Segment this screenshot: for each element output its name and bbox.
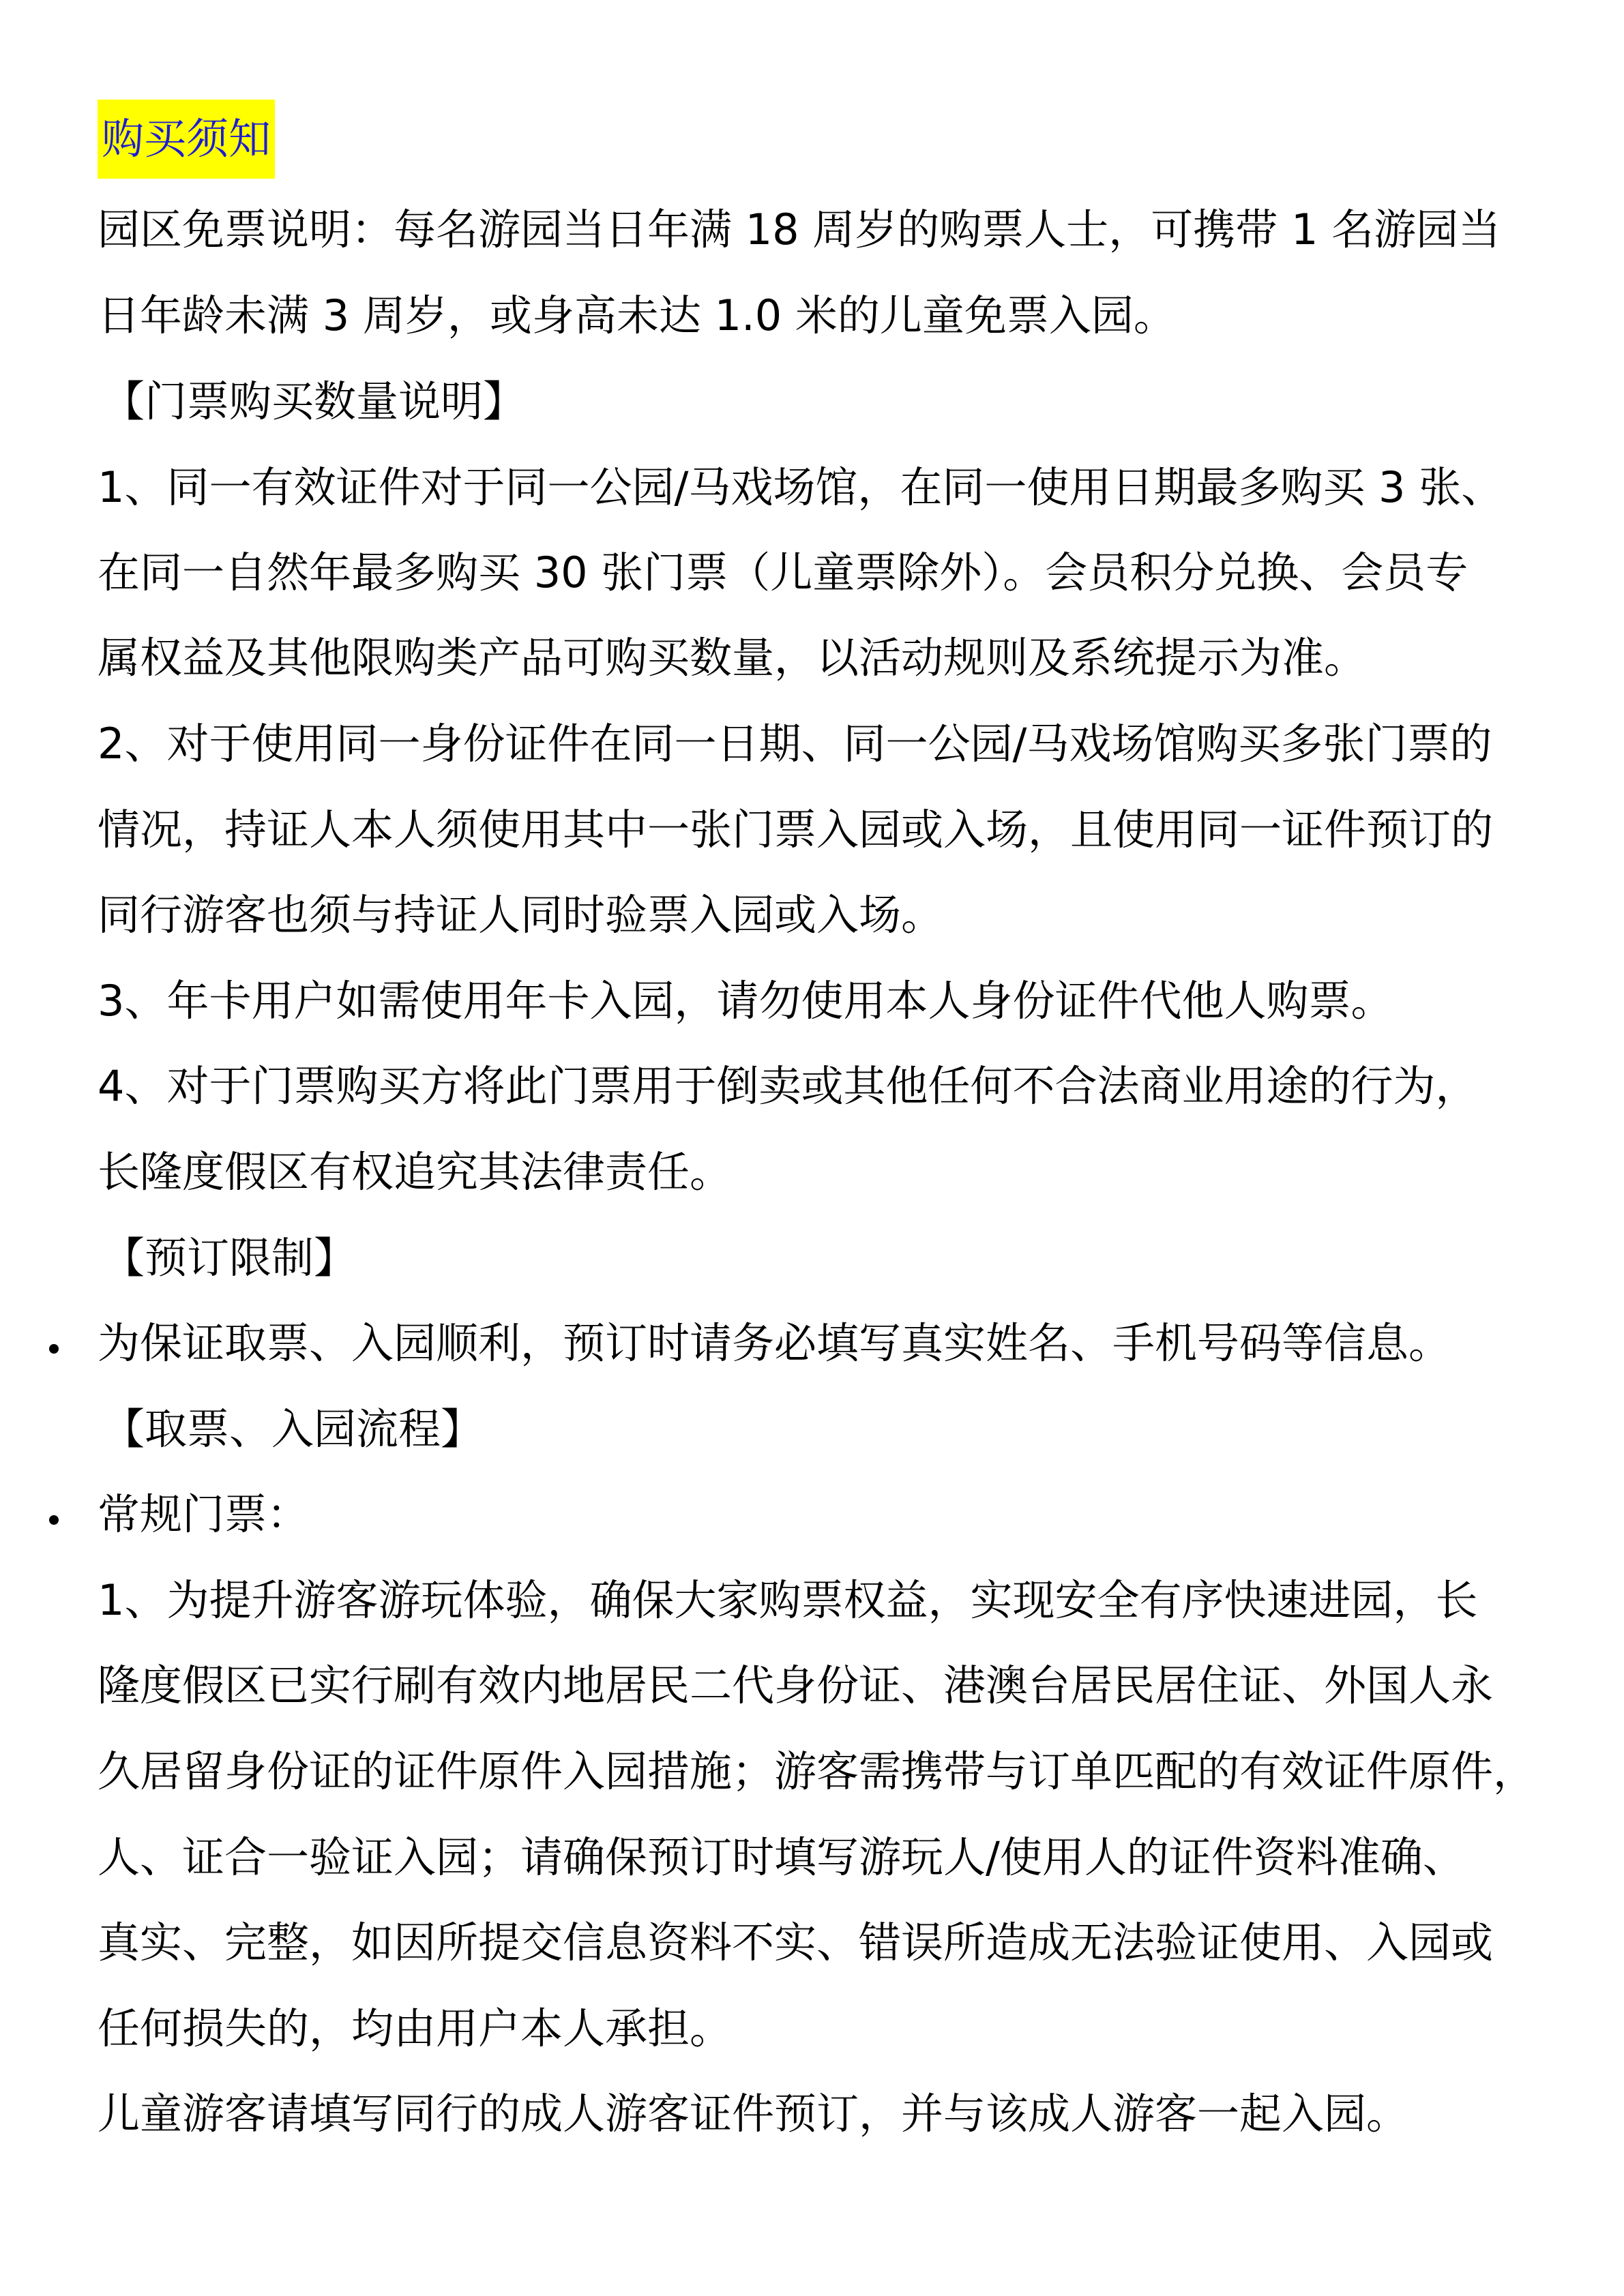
text-line: 园区免票说明：每名游园当日年满 18 周岁的购票人士，可携带 1 名游园当 [98,205,1501,254]
bullet-item: 为保证取票、入园顺利，预订时请务必填写真实姓名、手机号码等信息。 [98,1318,1451,1368]
text-line: 1、为提升游客游玩体验，确保大家购票权益，实现安全有序快速进园，长 [98,1575,1478,1625]
text-line: 2、对于使用同一身份证件在同一日期、同一公园/马戏场馆购买多张门票的 [98,719,1492,769]
section-heading: 【门票购买数量说明】 [102,376,526,426]
bullet-item: 常规门票： [98,1489,310,1539]
text-line: 4、对于门票购买方将此门票用于倒卖或其他任何不合法商业用途的行为， [98,1061,1478,1111]
text-line: 情况，持证人本人须使用其中一张门票入园或入场，且使用同一证件预订的 [98,805,1494,854]
section-heading: 【预订限制】 [102,1233,357,1283]
page-title: 购买须知 [98,100,275,179]
text-line: 隆度假区已实行刷有效内地居民二代身份证、港澳台居民居住证、外国人永 [98,1660,1494,1710]
text-line: 属权益及其他限购类产品可购买数量，以活动规则及系统提示为准。 [98,633,1367,683]
text-line: 久居留身份证的证件原件入园措施；游客需携带与订单匹配的有效证件原件， [98,1746,1536,1796]
text-line: 真实、完整，如因所提交信息资料不实、错误所造成无法验证使用、入园或 [98,1918,1494,1967]
text-line: 长隆度假区有权追究其法律责任。 [98,1147,733,1197]
text-line: 任何损失的，均由用户本人承担。 [98,2003,733,2053]
text-line: 3、年卡用户如需使用年卡入园，请勿使用本人身份证件代他人购票。 [98,976,1393,1026]
text-line: 日年龄未满 3 周岁，或身高未达 1.0 米的儿童免票入园。 [98,290,1176,340]
section-heading: 【取票、入园流程】 [102,1404,484,1454]
bullet-icon [49,1344,59,1354]
text-line: 人、证合一验证入园；请确保预订时填写游玩人/使用人的证件资料准确、 [98,1832,1465,1882]
text-line: 1、同一有效证件对于同一公园/马戏场馆，在同一使用日期最多购买 3 张、 [98,462,1504,512]
text-line: 在同一自然年最多购买 30 张门票（儿童票除外）。会员积分兑换、会员专 [98,548,1468,597]
bullet-icon [49,1515,59,1525]
text-line: 同行游客也须与持证人同时验票入园或入场。 [98,890,944,940]
text-line: 儿童游客请填写同行的成人游客证件预订，并与该成人游客一起入园。 [98,2089,1409,2138]
